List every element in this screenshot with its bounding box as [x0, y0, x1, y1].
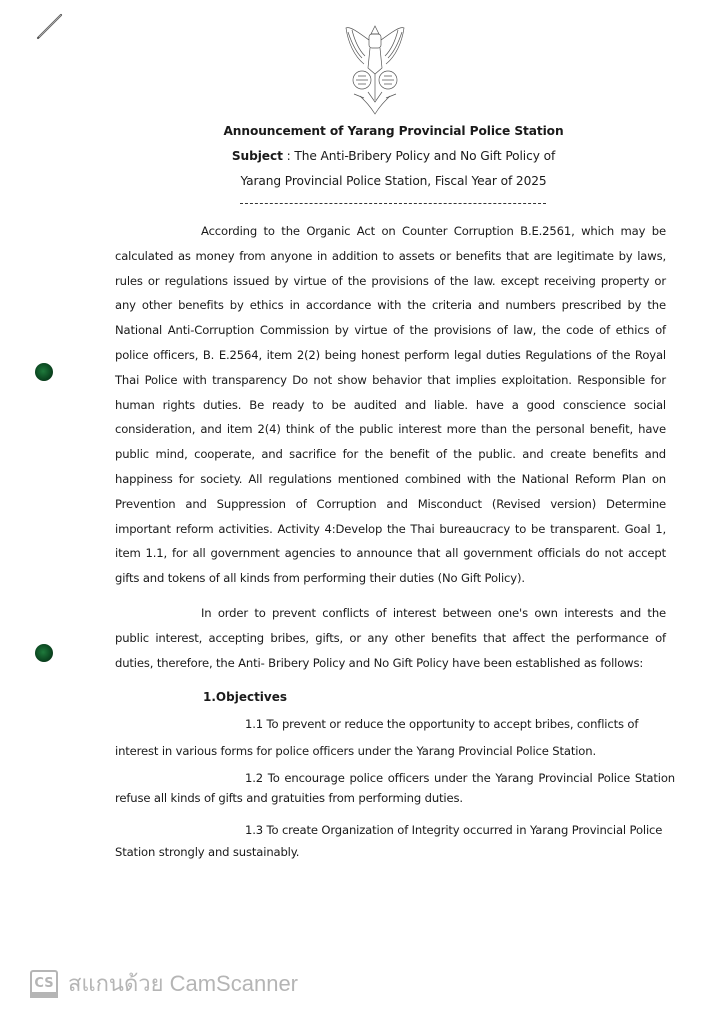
subject-line — [30, 149, 727, 163]
subject-separator: : — [282, 149, 295, 163]
objective-1-1-line1: 1.1 To prevent or reduce the opportunity to accept bribes, conflicts of — [245, 717, 639, 731]
objective-1-2-line1: 1.2 To encourage police officers under the Yarang Provincial Police Station — [245, 771, 675, 785]
objective-1-3-line1: 1.3 To create Organization of Integrity occurred in Yarang Provincial Police — [245, 823, 663, 837]
subject-label: Subject — [231, 149, 283, 163]
objective-1-1-line2: interest in various forms for police officers under the Yarang Provincial Police Station. — [115, 744, 596, 758]
dashed-divider — [240, 203, 546, 204]
paragraph-2-text: In order to prevent conflicts of interest between one's own interests and the public interest, accepting bribes, gifts, or any other benefits that affect the performance of duties, therefore, the Anti- Bribery Policy and No Gift Policy have been established as follows: — [115, 606, 666, 670]
announcement-title: Announcement of Yarang Provincial Police Station — [223, 124, 564, 138]
objectives-heading: 1.Objectives — [203, 690, 288, 704]
objective-item — [115, 823, 675, 859]
subject-text-line1: The Anti-Bribery Policy and No Gift Policy of — [294, 149, 556, 163]
camscanner-logo-text: CS — [34, 976, 54, 991]
camscanner-logo-icon — [30, 970, 58, 998]
objective-1-2-line2: refuse all kinds of gifts and gratuities from performing duties. — [115, 791, 463, 805]
objective-item — [115, 771, 675, 805]
punch-hole-icon — [35, 363, 53, 381]
paragraph-1-text: According to the Organic Act on Counter Corruption B.E.2561, which may be calculated as money from anyone in addition to assets or benefits that are legitimate by laws, rules or regulations issued by virtue of the provisions of the law. except receiving property or any other benefits by ethics in accordance with the criteria and numbers prescribed by the National Anti-Corruption Commission by virtue of the provisions of law, the code of ethics of police officers, B. E.2564, item 2(2) being honest perform legal duties Regulations of the Royal Thai Police with transparency Do not show behavior that implies exploitation. Responsible for human rights duties. Be ready to be audited and liable. have a good conscience social consideration, and item 2(4) think of the public interest more than the personal benefit, have public mind, cooperate, and sacrifice for the benefit of the public. and create benefits and happiness for society. All regulations mentioned combined with the National Reform Plan on Prevention and Suppression of Corruption and Misconduct (Revised version) Determine important reform activities. Activity 4:Develop the Thai bureaucracy to be transparent. Goal 1, item 1.1, for all government agencies to announce that all government officials do not accept gifts and tokens of all kinds from performing their duties (No Gift Policy). — [115, 224, 666, 586]
pen-mark-icon — [34, 12, 64, 42]
garuda-emblem-icon — [340, 22, 410, 118]
objective-item — [115, 717, 675, 758]
paragraph-2 — [115, 601, 666, 675]
objective-1-3-line2: Station strongly and sustainably. — [115, 845, 300, 859]
watermark-text: สแกนด้วย CamScanner — [68, 971, 299, 996]
paragraph-1 — [115, 219, 666, 591]
punch-hole-icon — [35, 644, 53, 662]
subject-text-line2: Yarang Provincial Police Station, Fiscal Year of 2025 — [240, 174, 547, 188]
camscanner-watermark — [30, 966, 298, 1001]
